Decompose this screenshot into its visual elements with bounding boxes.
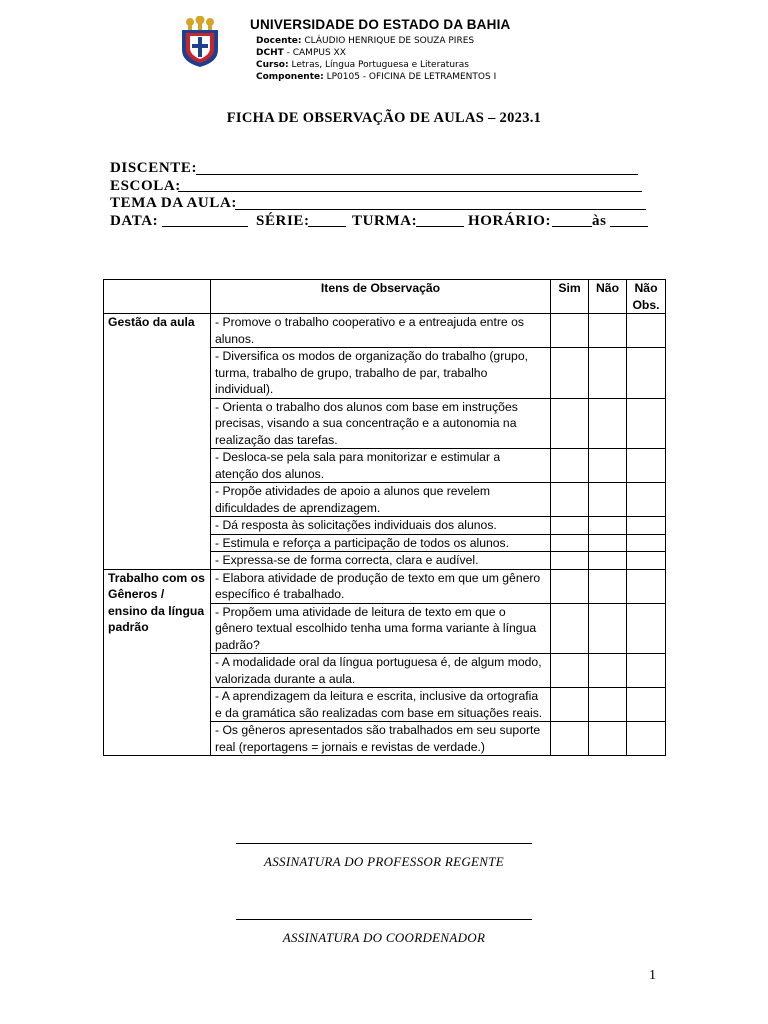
header-cell-nao: Não [589, 280, 627, 314]
nao-obs-checkbox-cell[interactable] [627, 534, 666, 552]
sim-checkbox-cell[interactable] [551, 603, 589, 654]
field-escola[interactable]: ESCOLA: [110, 178, 650, 196]
nao-obs-checkbox-cell[interactable] [627, 603, 666, 654]
nao-obs-checkbox-cell[interactable] [627, 449, 666, 483]
table-header-row [104, 280, 666, 314]
observation-item: - Os gêneros apresentados são trabalhados em seu suporte real (reportagens = jornais e revistas de verdade.) [211, 722, 551, 756]
header-cell-empty [104, 280, 211, 314]
nao-checkbox-cell[interactable] [589, 688, 627, 722]
field-discente[interactable]: DISCENTE: [110, 160, 650, 178]
sim-checkbox-cell[interactable] [551, 398, 589, 449]
observation-item: - Dá resposta às solicitações individuais dos alunos. [211, 517, 551, 535]
observation-item: - Orienta o trabalho dos alunos com base em instruções precisas, visando a sua concentração e a autonomia na realização das tarefas. [211, 398, 551, 449]
sim-checkbox-cell[interactable] [551, 348, 589, 399]
nao-checkbox-cell[interactable] [589, 314, 627, 348]
header-cell-items: Itens de Observação [211, 280, 551, 314]
sim-checkbox-cell[interactable] [551, 722, 589, 756]
header-info [256, 35, 496, 83]
nao-checkbox-cell[interactable] [589, 483, 627, 517]
observation-item: - Desloca-se pela sala para monitorizar e estimular a atenção dos alunos. [211, 449, 551, 483]
nao-obs-checkbox-cell[interactable] [627, 398, 666, 449]
nao-obs-checkbox-cell[interactable] [627, 483, 666, 517]
nao-obs-checkbox-cell[interactable] [627, 314, 666, 348]
nao-checkbox-cell[interactable] [589, 552, 627, 570]
sim-checkbox-cell[interactable] [551, 483, 589, 517]
header-cell-sim: Sim [551, 280, 589, 314]
header-line-docente: Docente: CLÁUDIO HENRIQUE DE SOUZA PIRES [256, 36, 475, 46]
sim-checkbox-cell[interactable] [551, 654, 589, 688]
nao-obs-checkbox-cell[interactable] [627, 688, 666, 722]
category-trabalho-com-generos: Trabalho com os Gêneros / ensino da língua padrão [104, 569, 211, 756]
observation-item: - A aprendizagem da leitura e escrita, inclusive da ortografia e da gramática são realizadas com base em situações reais. [211, 688, 551, 722]
observation-item: - Estimula e reforça a participação de todos os alunos. [211, 534, 551, 552]
sim-checkbox-cell[interactable] [551, 688, 589, 722]
nao-checkbox-cell[interactable] [589, 603, 627, 654]
observation-item: - Diversifica os modos de organização do trabalho (grupo, turma, trabalho de grupo, trabalho de par, trabalho individual). [211, 348, 551, 399]
page-number: 1 [649, 968, 656, 983]
nao-checkbox-cell[interactable] [589, 722, 627, 756]
nao-checkbox-cell[interactable] [589, 517, 627, 535]
sim-checkbox-cell[interactable] [551, 517, 589, 535]
table-row [104, 569, 666, 603]
nao-checkbox-cell[interactable] [589, 569, 627, 603]
university-seal-logo [178, 16, 222, 68]
sim-checkbox-cell[interactable] [551, 449, 589, 483]
header-cell-nao-obs: Não Obs. [627, 280, 666, 314]
university-name: UNIVERSIDADE DO ESTADO DA BAHIA [250, 17, 511, 32]
category-gestao-da-aula: Gestão da aula [104, 314, 211, 570]
nao-checkbox-cell[interactable] [589, 534, 627, 552]
form-title: FICHA DE OBSERVAÇÃO DE AULAS – 2023.1 [226, 110, 542, 126]
field-tema-da-aula[interactable]: TEMA DA AULA: [110, 195, 650, 213]
nao-obs-checkbox-cell[interactable] [627, 722, 666, 756]
field-data-row[interactable]: DATA: SÉRIE: TURMA: HORÁRIO: às [110, 213, 650, 231]
observation-item: - A modalidade oral da língua portuguesa é, de algum modo, valorizada durante a aula. [211, 654, 551, 688]
coordinator-signature-line[interactable] [236, 919, 532, 920]
header-line-curso: Curso: Letras, Língua Portuguesa e Literaturas [256, 60, 469, 70]
nao-obs-checkbox-cell[interactable] [627, 348, 666, 399]
coordinator-signature-label: ASSINATURA DO COORDENADOR [282, 930, 486, 945]
observation-item: - Elabora atividade de produção de texto em que um gênero específico é trabalhado. [211, 569, 551, 603]
sim-checkbox-cell[interactable] [551, 314, 589, 348]
observation-item: - Promove o trabalho cooperativo e a entreajuda entre os alunos. [211, 314, 551, 348]
table-row [104, 314, 666, 348]
teacher-signature-line[interactable] [236, 843, 532, 844]
sim-checkbox-cell[interactable] [551, 569, 589, 603]
observation-item: - Propõem uma atividade de leitura de texto em que o gênero textual escolhido tenha uma forma variante à língua padrão? [211, 603, 551, 654]
nao-obs-checkbox-cell[interactable] [627, 569, 666, 603]
nao-obs-checkbox-cell[interactable] [627, 654, 666, 688]
nao-obs-checkbox-cell[interactable] [627, 517, 666, 535]
nao-obs-checkbox-cell[interactable] [627, 552, 666, 570]
nao-checkbox-cell[interactable] [589, 398, 627, 449]
nao-checkbox-cell[interactable] [589, 449, 627, 483]
nao-checkbox-cell[interactable] [589, 348, 627, 399]
observation-item: - Expressa-se de forma correcta, clara e audível. [211, 552, 551, 570]
teacher-signature-label: ASSINATURA DO PROFESSOR REGENTE [263, 854, 505, 869]
observation-item: - Propõe atividades de apoio a alunos que revelem dificuldades de aprendizagem. [211, 483, 551, 517]
header-line-campus: DCHT - CAMPUS XX [256, 48, 346, 58]
fill-in-fields [110, 160, 650, 230]
header-line-componente: Componente: LP0105 - OFICINA DE LETRAMENTOS I [256, 72, 497, 82]
sim-checkbox-cell[interactable] [551, 552, 589, 570]
sim-checkbox-cell[interactable] [551, 534, 589, 552]
observation-table [103, 279, 666, 756]
nao-checkbox-cell[interactable] [589, 654, 627, 688]
